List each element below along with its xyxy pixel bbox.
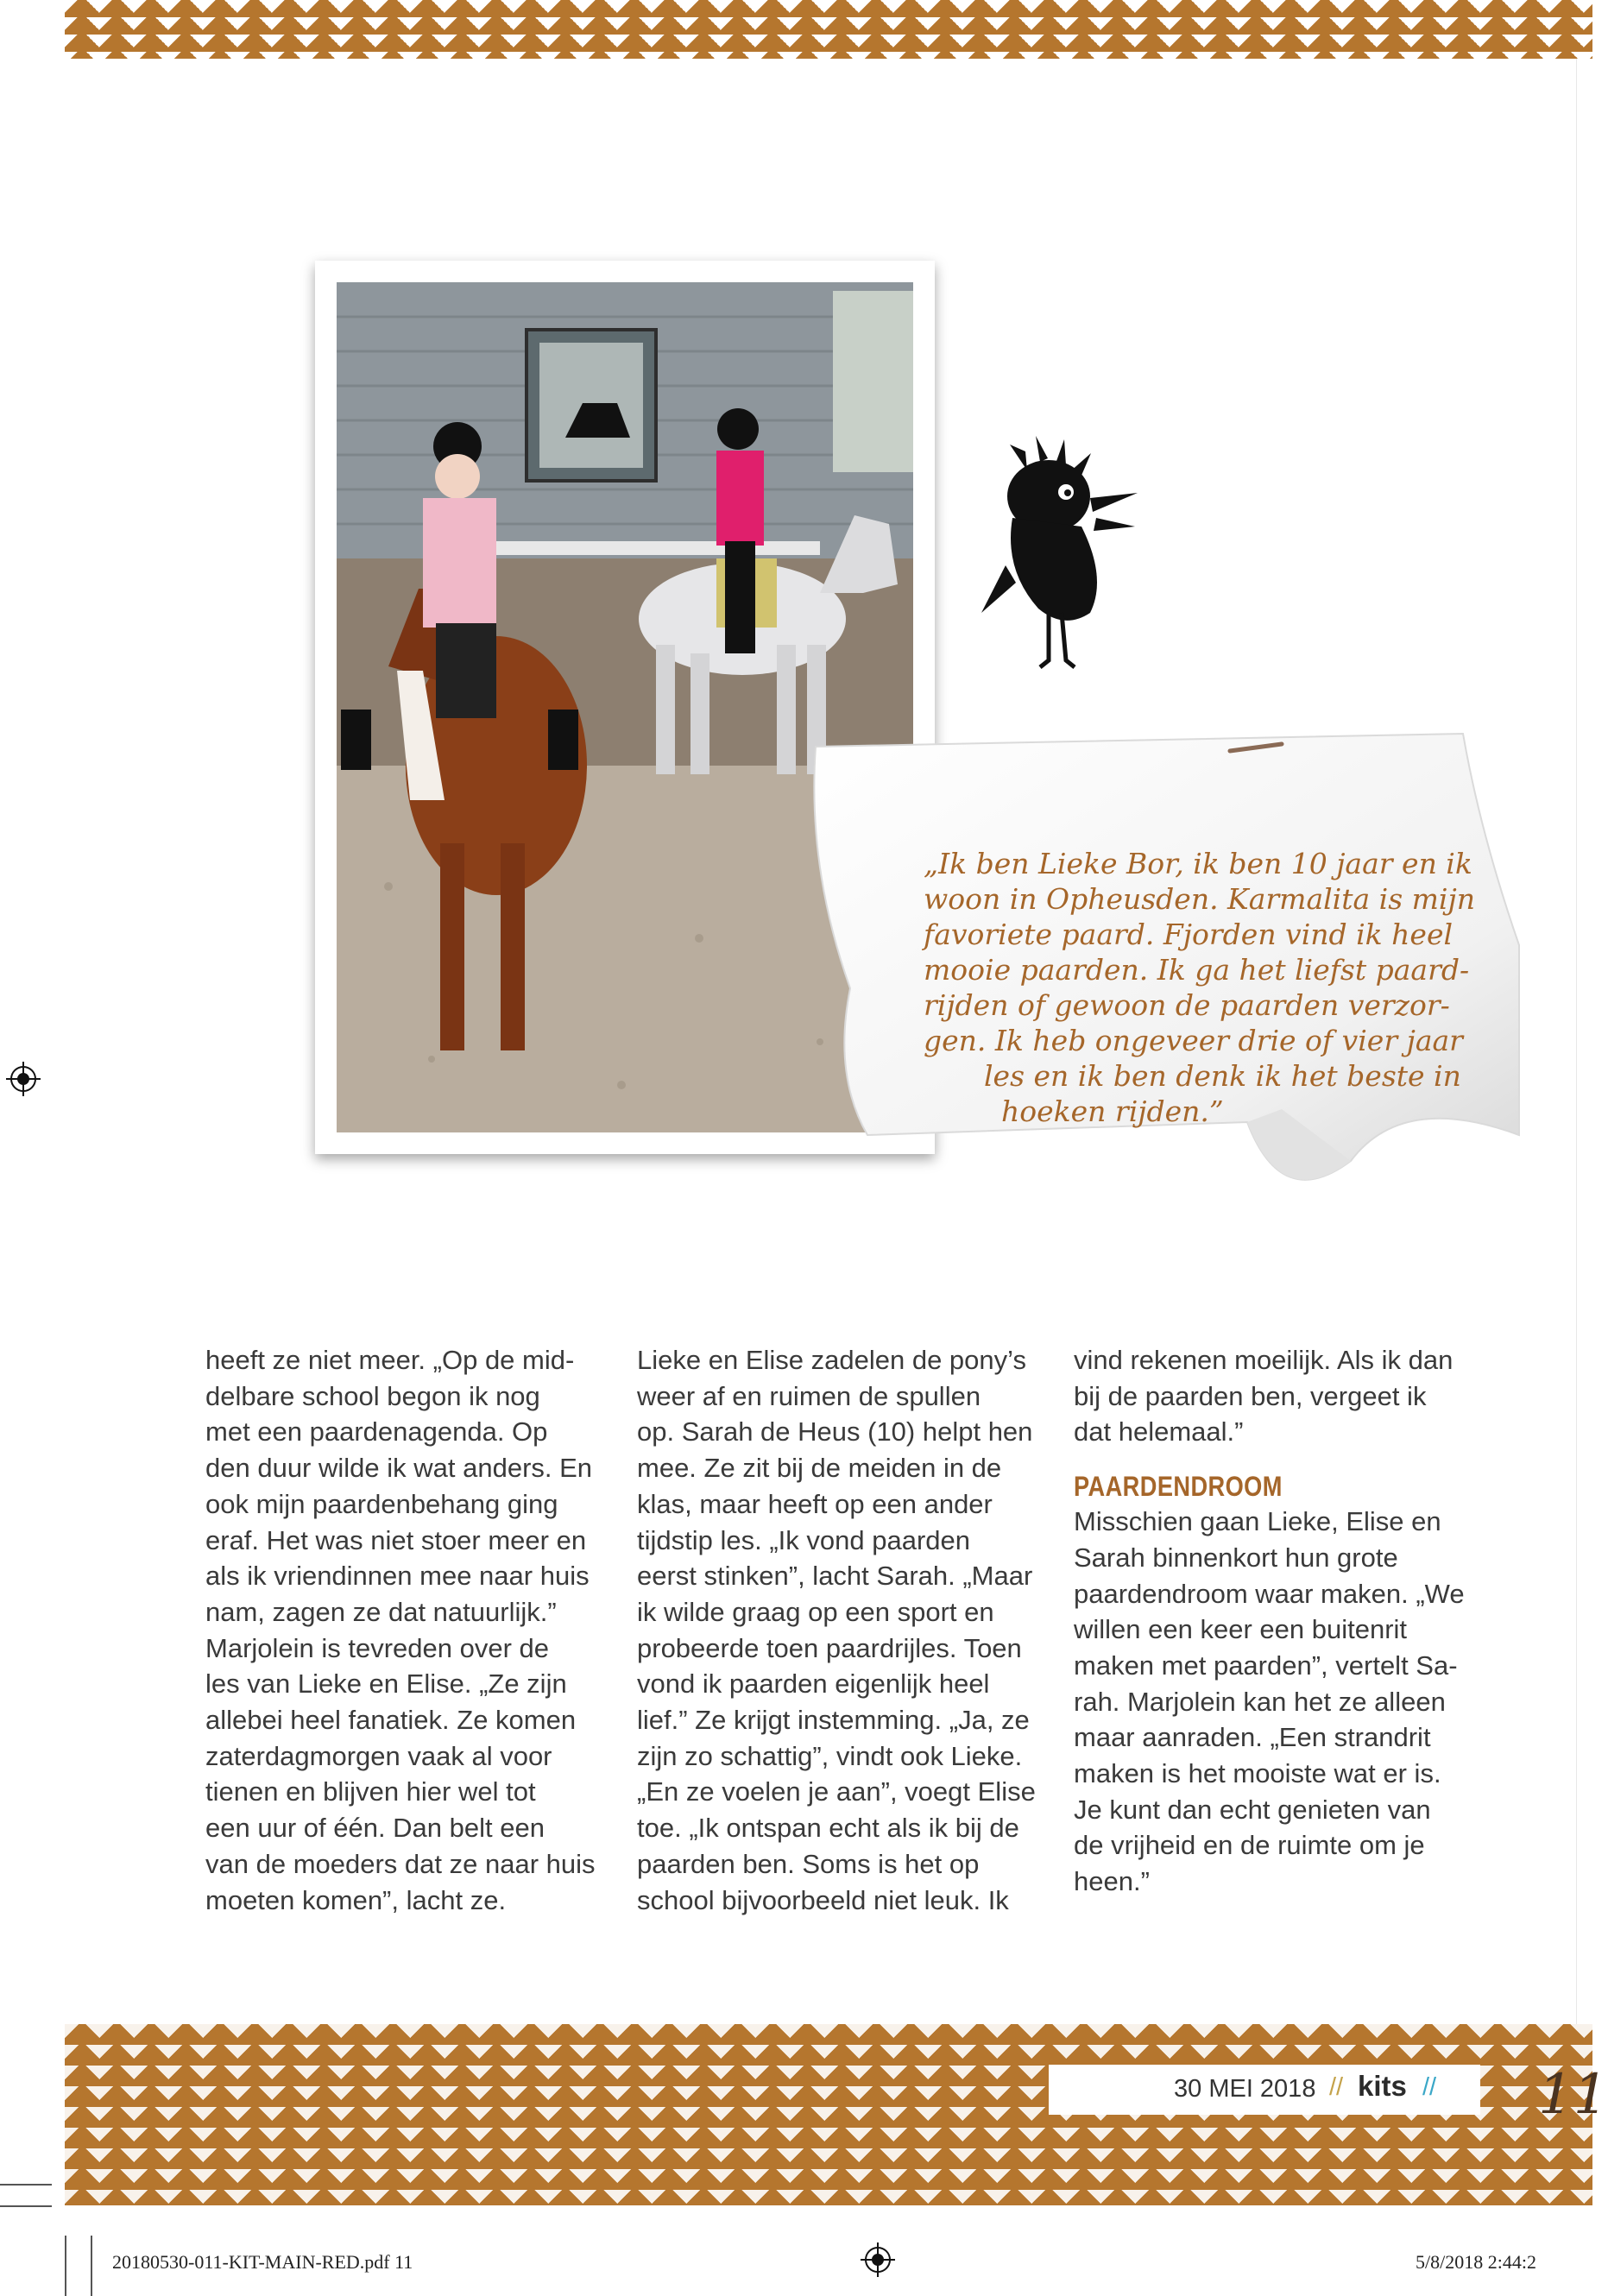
slash-separator: // — [1329, 2073, 1344, 2101]
quote-line: gen. Ik heb ongeveer drie of vier jaar — [924, 1024, 1463, 1057]
quote-line: favoriete paard. Fjorden vind ik heel — [924, 918, 1454, 951]
body-line: les van Lieke en Elise. „Ze zijn — [205, 1668, 567, 1700]
body-line: heen.” — [1074, 1866, 1150, 1897]
quote-line: mooie paarden. Ik ga het liefst paard- — [924, 953, 1470, 987]
body-line: den duur wilde ik wat anders. En — [205, 1453, 593, 1484]
body-line: Misschien gaan Lieke, Elise en — [1074, 1506, 1441, 1537]
section-heading: PAARDENDROOM — [1074, 1471, 1283, 1503]
body-line: klas, maar heeft op een ander — [637, 1488, 993, 1519]
body-line: delbare school begon ik nog — [205, 1380, 540, 1411]
crow-illustration — [980, 436, 1165, 673]
page-edge — [1576, 59, 1592, 2024]
body-line: Sarah binnenkort hun grote — [1074, 1542, 1398, 1573]
body-line: maar aanraden. „Een strandrit — [1074, 1722, 1431, 1753]
quote-line: hoeken rijden.” — [1001, 1094, 1224, 1128]
body-column-3 — [1074, 1342, 1479, 1900]
trim-mark — [0, 2184, 52, 2186]
body-line: zijn zo schattig”, vindt ook Lieke. — [637, 1740, 1023, 1771]
issue-tag — [1049, 2065, 1480, 2115]
bottom-chevron-band — [65, 2024, 1592, 2205]
body-line: allebei heel fanatiek. Ze komen — [205, 1705, 577, 1736]
body-line: eerst stinken”, lacht Sarah. „Maar — [637, 1561, 1033, 1592]
body-line: probeerde toen paardrijles. Toen — [637, 1632, 1022, 1663]
trim-mark — [91, 2236, 92, 2296]
quote-line: woon in Opheusden. Karmalita is mijn — [924, 882, 1475, 916]
print-file-info: 20180530-011-KIT-MAIN-RED.pdf 11 — [112, 2251, 413, 2273]
body-line: tienen en blijven hier wel tot — [205, 1776, 536, 1807]
body-column-1 — [205, 1342, 611, 1918]
print-timestamp: 5/8/2018 2:44:2 — [1416, 2251, 1536, 2273]
body-line: maken met paarden”, vertelt Sa- — [1074, 1649, 1458, 1681]
quote-text — [924, 846, 1475, 1129]
body-line: eraf. Het was niet stoer meer en — [205, 1524, 587, 1555]
body-line: met een paardenagenda. Op — [205, 1416, 548, 1448]
body-line: tijdstip les. „Ik vond paarden — [637, 1524, 970, 1555]
body-line: zaterdagmorgen vaak al voor — [205, 1740, 552, 1771]
issue-date: 30 MEI 2018 — [1174, 2075, 1316, 2103]
body-line: lief.” Ze krijgt instemming. „Ja, ze — [637, 1705, 1030, 1736]
body-line: willen een keer een buitenrit — [1074, 1614, 1408, 1645]
body-line: Je kunt dan echt genieten van — [1074, 1794, 1431, 1825]
body-line: een uur of één. Dan belt een — [205, 1813, 545, 1844]
body-line: paardendroom waar maken. „We — [1074, 1578, 1465, 1609]
brand-name: kits — [1358, 2070, 1407, 2102]
page-number: 11 — [1538, 2063, 1608, 2127]
quote-line: rijden of gewoon de paarden verzor- — [924, 988, 1450, 1022]
body-line: paarden ben. Soms is het op — [637, 1848, 980, 1879]
body-line: mee. Ze zit bij de meiden in de — [637, 1453, 1002, 1484]
body-line: moeten komen”, lacht ze. — [205, 1884, 507, 1915]
slash-separator: // — [1422, 2073, 1437, 2101]
body-line: Marjolein is tevreden over de — [205, 1632, 550, 1663]
body-line: nam, zagen ze dat natuurlijk.” — [205, 1596, 557, 1627]
body-line: toe. „Ik ontspan echt als ik bij de — [637, 1813, 1019, 1844]
registration-mark-icon — [861, 2242, 895, 2277]
body-line: ik wilde graag op een sport en — [637, 1596, 994, 1627]
registration-mark-icon — [6, 1062, 41, 1096]
body-line: Lieke en Elise zadelen de pony’s — [637, 1345, 1026, 1375]
body-line: vond ik paarden eigenlijk heel — [637, 1668, 990, 1700]
top-chevron-band — [65, 0, 1592, 59]
body-line: rah. Marjolein kan het ze alleen — [1074, 1686, 1446, 1717]
trim-mark — [0, 2205, 52, 2207]
body-line: op. Sarah de Heus (10) helpt hen — [637, 1416, 1033, 1448]
quote-line: „Ik ben Lieke Bor, ik ben 10 jaar en ik — [924, 847, 1472, 880]
trim-mark — [65, 2236, 66, 2296]
body-line: van de moeders dat ze naar huis — [205, 1848, 596, 1879]
quote-line: les en ik ben denk ik het beste in — [984, 1059, 1461, 1093]
body-line: als ik vriendinnen mee naar huis — [205, 1561, 590, 1592]
body-column-2 — [637, 1342, 1043, 1918]
body-line: ook mijn paardenbehang ging — [205, 1488, 558, 1519]
body-line: dat helemaal.” — [1074, 1416, 1244, 1448]
body-line: weer af en ruimen de spullen — [637, 1380, 981, 1411]
body-line: vind rekenen moeilijk. Als ik dan — [1074, 1345, 1454, 1375]
body-line: maken is het mooiste wat er is. — [1074, 1758, 1441, 1789]
body-line: de vrijheid en de ruimte om je — [1074, 1830, 1425, 1861]
body-line: bij de paarden ben, vergeet ik — [1074, 1380, 1427, 1411]
body-line: school bijvoorbeeld niet leuk. Ik — [637, 1884, 1009, 1915]
body-line: heeft ze niet meer. „Op de mid- — [205, 1345, 575, 1375]
body-line: „En ze voelen je aan”, voegt Elise — [637, 1776, 1036, 1807]
